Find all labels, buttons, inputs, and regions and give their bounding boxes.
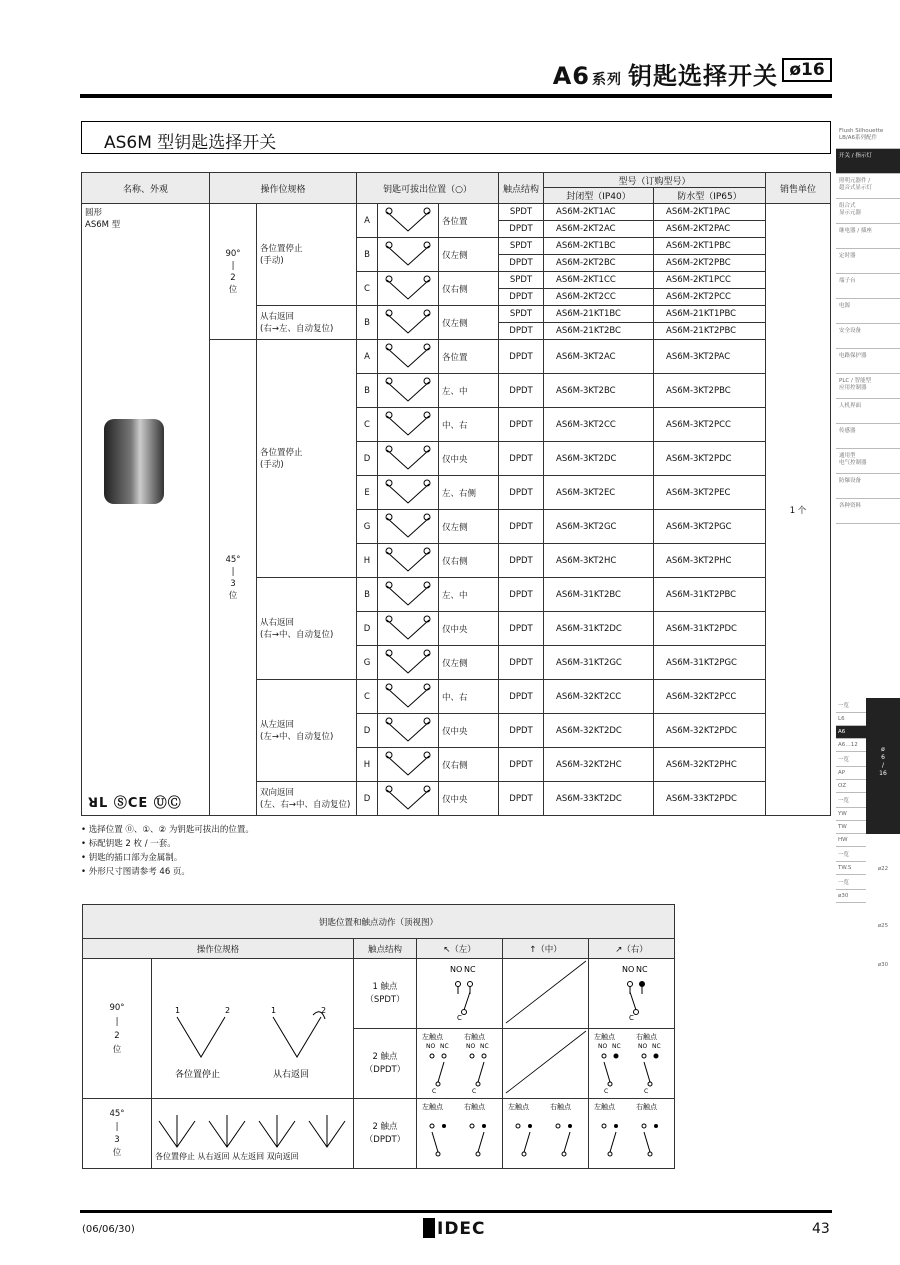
- operation-spec: 各位置停止 (手动): [257, 340, 357, 578]
- model-sealed: AS6M-2KT1BC: [544, 238, 654, 255]
- contact-spdt-center-na: [503, 959, 589, 1029]
- angle-text: 位: [228, 590, 238, 601]
- position-code: B: [357, 374, 378, 408]
- contact-type: DPDT: [499, 340, 544, 374]
- key-position-diagram: [379, 683, 437, 711]
- contact-type: SPDT: [499, 238, 544, 255]
- contact-type: DPDT: [499, 612, 544, 646]
- model-sealed: AS6M-32KT2CC: [544, 680, 654, 714]
- contact-type: DPDT: [499, 255, 544, 272]
- header-rule: [80, 94, 832, 98]
- position-label: 仅中央: [439, 442, 499, 476]
- nc-label: NC: [439, 1043, 449, 1050]
- contact-type: DPDT: [499, 782, 544, 816]
- position-label: 仅左侧: [439, 510, 499, 544]
- sidebar-category-item[interactable]: 安全设备: [836, 324, 900, 349]
- contact-spdt-left: [417, 959, 503, 1029]
- model-sealed: AS6M-32KT2HC: [544, 748, 654, 782]
- note-item: • 标配钥匙 2 枚 / 一套。: [81, 839, 176, 849]
- model-sealed: AS6M-21KT1BC: [544, 306, 654, 323]
- sidebar-series-item[interactable]: TW.S: [836, 862, 866, 875]
- model-sealed: AS6M-31KT2DC: [544, 612, 654, 646]
- nc-label: NC: [611, 1043, 621, 1050]
- model-waterproof: AS6M-21KT2PBC: [654, 323, 766, 340]
- sidebar-series-item[interactable]: HW: [836, 834, 866, 847]
- contact-row-90-diagram: [152, 959, 354, 1099]
- sidebar-series-item[interactable]: 一览: [836, 793, 866, 808]
- logo-icon: [423, 1218, 435, 1238]
- sidebar-series-item[interactable]: TW: [836, 821, 866, 834]
- digit-label: 2: [320, 1006, 326, 1015]
- contact-type: DPDT: [499, 578, 544, 612]
- contact-type: SPDT: [499, 306, 544, 323]
- model-waterproof: AS6M-32KT2PDC: [654, 714, 766, 748]
- contact-row-45-diagram: [152, 1099, 354, 1169]
- contact-dpdt-right: [589, 1029, 675, 1099]
- key-position-diagram: [379, 649, 437, 677]
- model-waterproof: AS6M-2KT2PCC: [654, 289, 766, 306]
- angle-text: |: [231, 260, 235, 271]
- page-header: [80, 52, 832, 92]
- model-sealed: AS6M-31KT2GC: [544, 646, 654, 680]
- sidebar-series-item[interactable]: A6…12: [836, 739, 866, 752]
- contact-type: DPDT: [499, 374, 544, 408]
- sidebar-series-item[interactable]: OZ: [836, 780, 866, 793]
- position-label: 各位置: [439, 340, 499, 374]
- op-diagram-45: [153, 1099, 353, 1165]
- na-slash: [504, 959, 588, 1025]
- dpdt-left-diagram: [418, 1030, 502, 1094]
- contact-header-right: ↗（右）: [589, 939, 675, 959]
- nc-label: NC: [635, 965, 648, 974]
- position-label: 左、中: [439, 578, 499, 612]
- contact-type: DPDT: [499, 289, 544, 306]
- position-code: B: [357, 578, 378, 612]
- contact-type: DPDT: [499, 408, 544, 442]
- sidebar-series-item[interactable]: AP: [836, 767, 866, 780]
- angle-text: 3: [230, 578, 236, 589]
- dpdt-45-center: [504, 1100, 588, 1164]
- sidebar-category-item[interactable]: 防爆设备: [836, 474, 900, 499]
- position-code: A: [357, 340, 378, 374]
- header-waterproof: 防水型（IP65）: [654, 188, 766, 204]
- model-sealed: AS6M-2KT2CC: [544, 289, 654, 306]
- sidebar-series-item[interactable]: ø30: [836, 890, 866, 903]
- right-contact-label: 右触点: [463, 1103, 485, 1111]
- model-waterproof: AS6M-21KT1PBC: [654, 306, 766, 323]
- digit-label: 1: [270, 1006, 276, 1015]
- position-label: 仅右侧: [439, 748, 499, 782]
- diagram-labels-45: 各位置停止 从右返回 从左返回 双向返回: [154, 1152, 299, 1161]
- sidebar-series-item[interactable]: 一览: [836, 875, 866, 890]
- key-position-diagram: [379, 547, 437, 575]
- position-label: 仅左侧: [439, 238, 499, 272]
- position-label: 仅中央: [439, 782, 499, 816]
- product-model: AS6M 型: [85, 220, 121, 230]
- model-waterproof: AS6M-3KT2PBC: [654, 374, 766, 408]
- position-code: C: [357, 680, 378, 714]
- position-diagram: [378, 238, 439, 272]
- position-code: G: [357, 510, 378, 544]
- key-position-diagram: [379, 751, 437, 779]
- no-label: NO: [637, 1043, 647, 1050]
- sidebar-category-item[interactable]: 定时器: [836, 249, 900, 274]
- sidebar-category-item[interactable]: 传感器: [836, 424, 900, 449]
- model-sealed: AS6M-2KT2AC: [544, 221, 654, 238]
- no-label: NO: [425, 1043, 435, 1050]
- nc-label: NC: [463, 965, 476, 974]
- model-waterproof: AS6M-32KT2PHC: [654, 748, 766, 782]
- contact-type: DPDT: [499, 510, 544, 544]
- model-waterproof: AS6M-3KT2PCC: [654, 408, 766, 442]
- sidebar-category-item[interactable]: 组合式 显示元器: [836, 199, 900, 224]
- contact-type: DPDT: [499, 748, 544, 782]
- position-code: D: [357, 612, 378, 646]
- table-row: [82, 204, 831, 221]
- position-diagram: [378, 680, 439, 714]
- header-name: 名称、外观: [82, 173, 210, 204]
- position-label: 中、右: [439, 680, 499, 714]
- note-item: • 钥匙的插口部为金属制。: [81, 853, 183, 863]
- position-code: A: [357, 204, 378, 238]
- model-sealed: AS6M-32KT2DC: [544, 714, 654, 748]
- sidebar-category-item[interactable]: 继电器 / 插座: [836, 224, 900, 249]
- position-code: B: [357, 238, 378, 272]
- angle-text: 位: [228, 284, 238, 295]
- operation-spec: 从右返回 (右→左、自动复位): [257, 306, 357, 340]
- header-key-position: 钥匙可拔出位置（○）: [357, 173, 499, 204]
- sidebar-series-item[interactable]: 一览: [836, 698, 866, 713]
- c-label: C: [456, 1014, 462, 1022]
- header-sealed: 封闭型（IP40）: [544, 188, 654, 204]
- model-sealed: AS6M-2KT1CC: [544, 272, 654, 289]
- no-label: NO: [597, 1043, 607, 1050]
- header-unit: 销售单位: [766, 173, 831, 204]
- brand-logo: [423, 1218, 486, 1239]
- key-position-diagram: [379, 479, 437, 507]
- model-sealed: AS6M-2KT1AC: [544, 204, 654, 221]
- footer-date: (06/06/30): [82, 1224, 135, 1235]
- no-label: NO: [449, 965, 462, 974]
- angle-text: 90°: [225, 248, 241, 259]
- position-code: G: [357, 646, 378, 680]
- product-table: [81, 172, 831, 816]
- contact-action-table: [82, 904, 675, 1169]
- position-code: C: [357, 408, 378, 442]
- model-waterproof: AS6M-31KT2PDC: [654, 612, 766, 646]
- model-sealed: AS6M-3KT2HC: [544, 544, 654, 578]
- no-label: NO: [465, 1043, 475, 1050]
- note-item: • 选择位置 ⓪、①、② 为钥匙可拔出的位置。: [81, 825, 254, 835]
- model-waterproof: AS6M-3KT2PEC: [654, 476, 766, 510]
- angle-group-45: [210, 340, 257, 816]
- angle-text: |: [231, 566, 235, 577]
- contact-type: DPDT: [499, 714, 544, 748]
- model-waterproof: AS6M-3KT2PDC: [654, 442, 766, 476]
- sidebar-category-item[interactable]: 电路保护器: [836, 349, 900, 374]
- key-position-diagram: [379, 309, 437, 337]
- header-operation: 操作位规格: [210, 173, 357, 204]
- c-label: C: [643, 1088, 648, 1094]
- position-code: E: [357, 476, 378, 510]
- key-position-diagram: [379, 717, 437, 745]
- model-waterproof: AS6M-3KT2PAC: [654, 340, 766, 374]
- sidebar-category-item[interactable]: 照明元器件 / 超音式显示灯: [836, 174, 900, 199]
- position-label: 仅中央: [439, 612, 499, 646]
- contact-type: DPDT: [499, 646, 544, 680]
- sidebar-series-item[interactable]: L6: [836, 713, 866, 726]
- operation-spec: 从左返回 (左→中、自动复位): [257, 680, 357, 782]
- position-diagram: [378, 340, 439, 374]
- sidebar-size-22[interactable]: ø22: [877, 866, 889, 872]
- angle-text: 2: [230, 272, 236, 283]
- contact-header-center: ↑（中）: [503, 939, 589, 959]
- position-code: B: [357, 306, 378, 340]
- model-waterproof: AS6M-31KT2PBC: [654, 578, 766, 612]
- right-contact-label: 右触点: [463, 1033, 485, 1041]
- op-diagram-90: [153, 967, 353, 1087]
- position-code: D: [357, 442, 378, 476]
- contact-type: DPDT: [499, 476, 544, 510]
- position-code: D: [357, 714, 378, 748]
- position-diagram: [378, 748, 439, 782]
- sales-unit: 1 个: [766, 204, 831, 816]
- nc-label: NC: [651, 1043, 661, 1050]
- spdt-right-diagram: [592, 962, 672, 1022]
- sidebar-category-item[interactable]: Flush Silhouette LB/A6系列配件: [836, 124, 900, 149]
- contact-dpdt-center-na: [503, 1029, 589, 1099]
- contact-header-op: 操作位规格: [83, 939, 354, 959]
- position-label: 左、中: [439, 374, 499, 408]
- nc-label: NC: [479, 1043, 489, 1050]
- model-waterproof: AS6M-2KT2PBC: [654, 255, 766, 272]
- left-contact-label: 左触点: [507, 1103, 529, 1111]
- product-image: [104, 419, 164, 504]
- contact-type-dpdt: 2 触点 （DPDT）: [354, 1029, 417, 1099]
- position-label: 仅中央: [439, 714, 499, 748]
- position-code: D: [357, 782, 378, 816]
- c-label: C: [431, 1088, 436, 1094]
- position-diagram: [378, 544, 439, 578]
- contact-type-spdt: 1 触点 （SPDT）: [354, 959, 417, 1029]
- contact-type: DPDT: [499, 544, 544, 578]
- model-waterproof: AS6M-2KT1PCC: [654, 272, 766, 289]
- model-sealed: AS6M-3KT2AC: [544, 340, 654, 374]
- contact-row-90-angle: 90° | 2 位: [83, 959, 152, 1099]
- spdt-left-diagram: [420, 962, 500, 1022]
- series-sidebar: [836, 698, 900, 968]
- position-diagram: [378, 476, 439, 510]
- key-position-diagram: [379, 615, 437, 643]
- contact-header-left: ↖（左）: [417, 939, 503, 959]
- no-label: NO: [621, 965, 634, 974]
- operation-spec: 从右返回 (右→中、自动复位): [257, 578, 357, 680]
- cert-marks: ꓤL ⓈCE ⓊⒸ: [88, 796, 182, 811]
- position-diagram: [378, 782, 439, 816]
- header-model: 型号（订购型号）: [544, 173, 766, 188]
- category-sidebar: [836, 124, 900, 524]
- contact-45-right: [589, 1099, 675, 1169]
- c-label: C: [603, 1088, 608, 1094]
- diagram-label-return: 从右返回: [272, 1070, 309, 1080]
- position-diagram: [378, 306, 439, 340]
- model-sealed: AS6M-3KT2DC: [544, 442, 654, 476]
- model-sealed: AS6M-3KT2GC: [544, 510, 654, 544]
- right-contact-label: 右触点: [549, 1103, 571, 1111]
- position-diagram: [378, 442, 439, 476]
- position-label: 左、右侧: [439, 476, 499, 510]
- key-position-diagram: [379, 275, 437, 303]
- sidebar-size-25[interactable]: ø25: [877, 923, 889, 929]
- sidebar-category-item[interactable]: 人机界面: [836, 399, 900, 424]
- logo-text: IDEC: [437, 1219, 486, 1239]
- contact-45-center: [503, 1099, 589, 1169]
- right-contact-label: 右触点: [635, 1033, 657, 1041]
- contact-spdt-right: [589, 959, 675, 1029]
- key-position-diagram: [379, 411, 437, 439]
- model-waterproof: AS6M-3KT2PHC: [654, 544, 766, 578]
- position-label: 仅右侧: [439, 272, 499, 306]
- dpdt-45-left: [418, 1100, 502, 1164]
- diagram-label-stop: 各位置停止: [174, 1070, 220, 1080]
- operation-spec: 双向返回 (左、右→中、自动复位): [257, 782, 357, 816]
- sidebar-series-item[interactable]: YW: [836, 808, 866, 821]
- position-diagram: [378, 204, 439, 238]
- angle-group-90: [210, 204, 257, 340]
- key-position-diagram: [379, 785, 437, 813]
- model-sealed: AS6M-2KT2BC: [544, 255, 654, 272]
- title-series-label: 系列: [592, 72, 622, 88]
- position-label: 各位置: [439, 204, 499, 238]
- notes: [81, 823, 254, 879]
- operation-spec: 各位置停止 (手动): [257, 204, 357, 306]
- title-series-code: A6: [552, 62, 590, 90]
- size-badge: ø16: [782, 58, 832, 82]
- model-waterproof: AS6M-32KT2PCC: [654, 680, 766, 714]
- contact-45-left: [417, 1099, 503, 1169]
- model-waterproof: AS6M-2KT1PBC: [654, 238, 766, 255]
- model-waterproof: AS6M-33KT2PDC: [654, 782, 766, 816]
- contact-type: DPDT: [499, 323, 544, 340]
- angle-text: 45°: [225, 554, 241, 565]
- contact-type: DPDT: [499, 680, 544, 714]
- c-label: C: [471, 1088, 476, 1094]
- position-code: C: [357, 272, 378, 306]
- sidebar-category-item[interactable]: 各种资料: [836, 499, 900, 524]
- c-label: C: [628, 1014, 634, 1022]
- contact-type: SPDT: [499, 272, 544, 289]
- position-label: 中、右: [439, 408, 499, 442]
- position-diagram: [378, 578, 439, 612]
- position-diagram: [378, 272, 439, 306]
- sidebar-category-item[interactable]: 电源: [836, 299, 900, 324]
- position-diagram: [378, 374, 439, 408]
- key-position-diagram: [379, 343, 437, 371]
- sidebar-size-30[interactable]: ø30: [877, 962, 889, 968]
- left-contact-label: 左触点: [593, 1103, 615, 1111]
- position-code: H: [357, 748, 378, 782]
- na-slash: [504, 1029, 588, 1095]
- digit-label: 1: [174, 1006, 180, 1015]
- key-position-diagram: [379, 513, 437, 541]
- position-label: 仅左侧: [439, 306, 499, 340]
- model-sealed: AS6M-3KT2EC: [544, 476, 654, 510]
- contact-type: DPDT: [499, 442, 544, 476]
- left-contact-label: 左触点: [421, 1033, 443, 1041]
- key-position-diagram: [379, 581, 437, 609]
- model-waterproof: AS6M-31KT2PGC: [654, 646, 766, 680]
- footer-rule: [80, 1210, 832, 1213]
- sidebar-category-item[interactable]: 端子台: [836, 274, 900, 299]
- digit-label: 2: [224, 1006, 230, 1015]
- model-sealed: AS6M-33KT2DC: [544, 782, 654, 816]
- header-contact: 触点结构: [499, 173, 544, 204]
- model-waterproof: AS6M-2KT2PAC: [654, 221, 766, 238]
- position-diagram: [378, 612, 439, 646]
- left-contact-label: 左触点: [593, 1033, 615, 1041]
- position-diagram: [378, 408, 439, 442]
- sidebar-series-item[interactable]: 一览: [836, 752, 866, 767]
- series-index-tab[interactable]: ø 6 / 16: [866, 698, 900, 834]
- dpdt-45-right: [590, 1100, 674, 1164]
- sidebar-category-item[interactable]: 开关 / 指示灯: [836, 149, 900, 174]
- model-sealed: AS6M-3KT2CC: [544, 408, 654, 442]
- key-position-diagram: [379, 241, 437, 269]
- position-code: H: [357, 544, 378, 578]
- product-cell: [82, 204, 210, 816]
- position-diagram: [378, 646, 439, 680]
- model-sealed: AS6M-21KT2BC: [544, 323, 654, 340]
- sidebar-series-item[interactable]: A6: [836, 726, 866, 739]
- left-contact-label: 左触点: [421, 1103, 443, 1111]
- page-number: 43: [812, 1221, 830, 1237]
- position-diagram: [378, 510, 439, 544]
- contact-row-45-angle: 45° | 3 位: [83, 1099, 152, 1169]
- position-diagram: [378, 714, 439, 748]
- key-position-diagram: [379, 445, 437, 473]
- sidebar-category-item[interactable]: PLC / 智能型 应用控制器: [836, 374, 900, 399]
- contact-type: DPDT: [499, 221, 544, 238]
- key-position-diagram: [379, 377, 437, 405]
- contact-header-contact: 触点结构: [354, 939, 417, 959]
- key-position-diagram: [379, 207, 437, 235]
- contact-dpdt-left: [417, 1029, 503, 1099]
- title-product-name: 钥匙选择开关: [628, 62, 778, 90]
- model-waterproof: AS6M-3KT2PGC: [654, 510, 766, 544]
- product-shape: 圆形: [85, 208, 103, 218]
- sidebar-category-item[interactable]: 通用型 电气控制器: [836, 449, 900, 474]
- model-sealed: AS6M-31KT2BC: [544, 578, 654, 612]
- right-contact-label: 右触点: [635, 1103, 657, 1111]
- contact-type-dpdt-45: 2 触点 （DPDT）: [354, 1099, 417, 1169]
- note-item: • 外形尺寸图请参考 46 页。: [81, 867, 190, 877]
- sidebar-series-item[interactable]: 一览: [836, 847, 866, 862]
- contact-table-title: 钥匙位置和触点动作（顶视图）: [83, 905, 675, 939]
- model-sealed: AS6M-3KT2BC: [544, 374, 654, 408]
- page-title: [553, 56, 778, 91]
- model-waterproof: AS6M-2KT1PAC: [654, 204, 766, 221]
- position-label: 仅右侧: [439, 544, 499, 578]
- position-label: 仅左侧: [439, 646, 499, 680]
- section-title: AS6M 型钥匙选择开关: [81, 121, 831, 154]
- dpdt-right-diagram: [590, 1030, 674, 1094]
- contact-type: SPDT: [499, 204, 544, 221]
